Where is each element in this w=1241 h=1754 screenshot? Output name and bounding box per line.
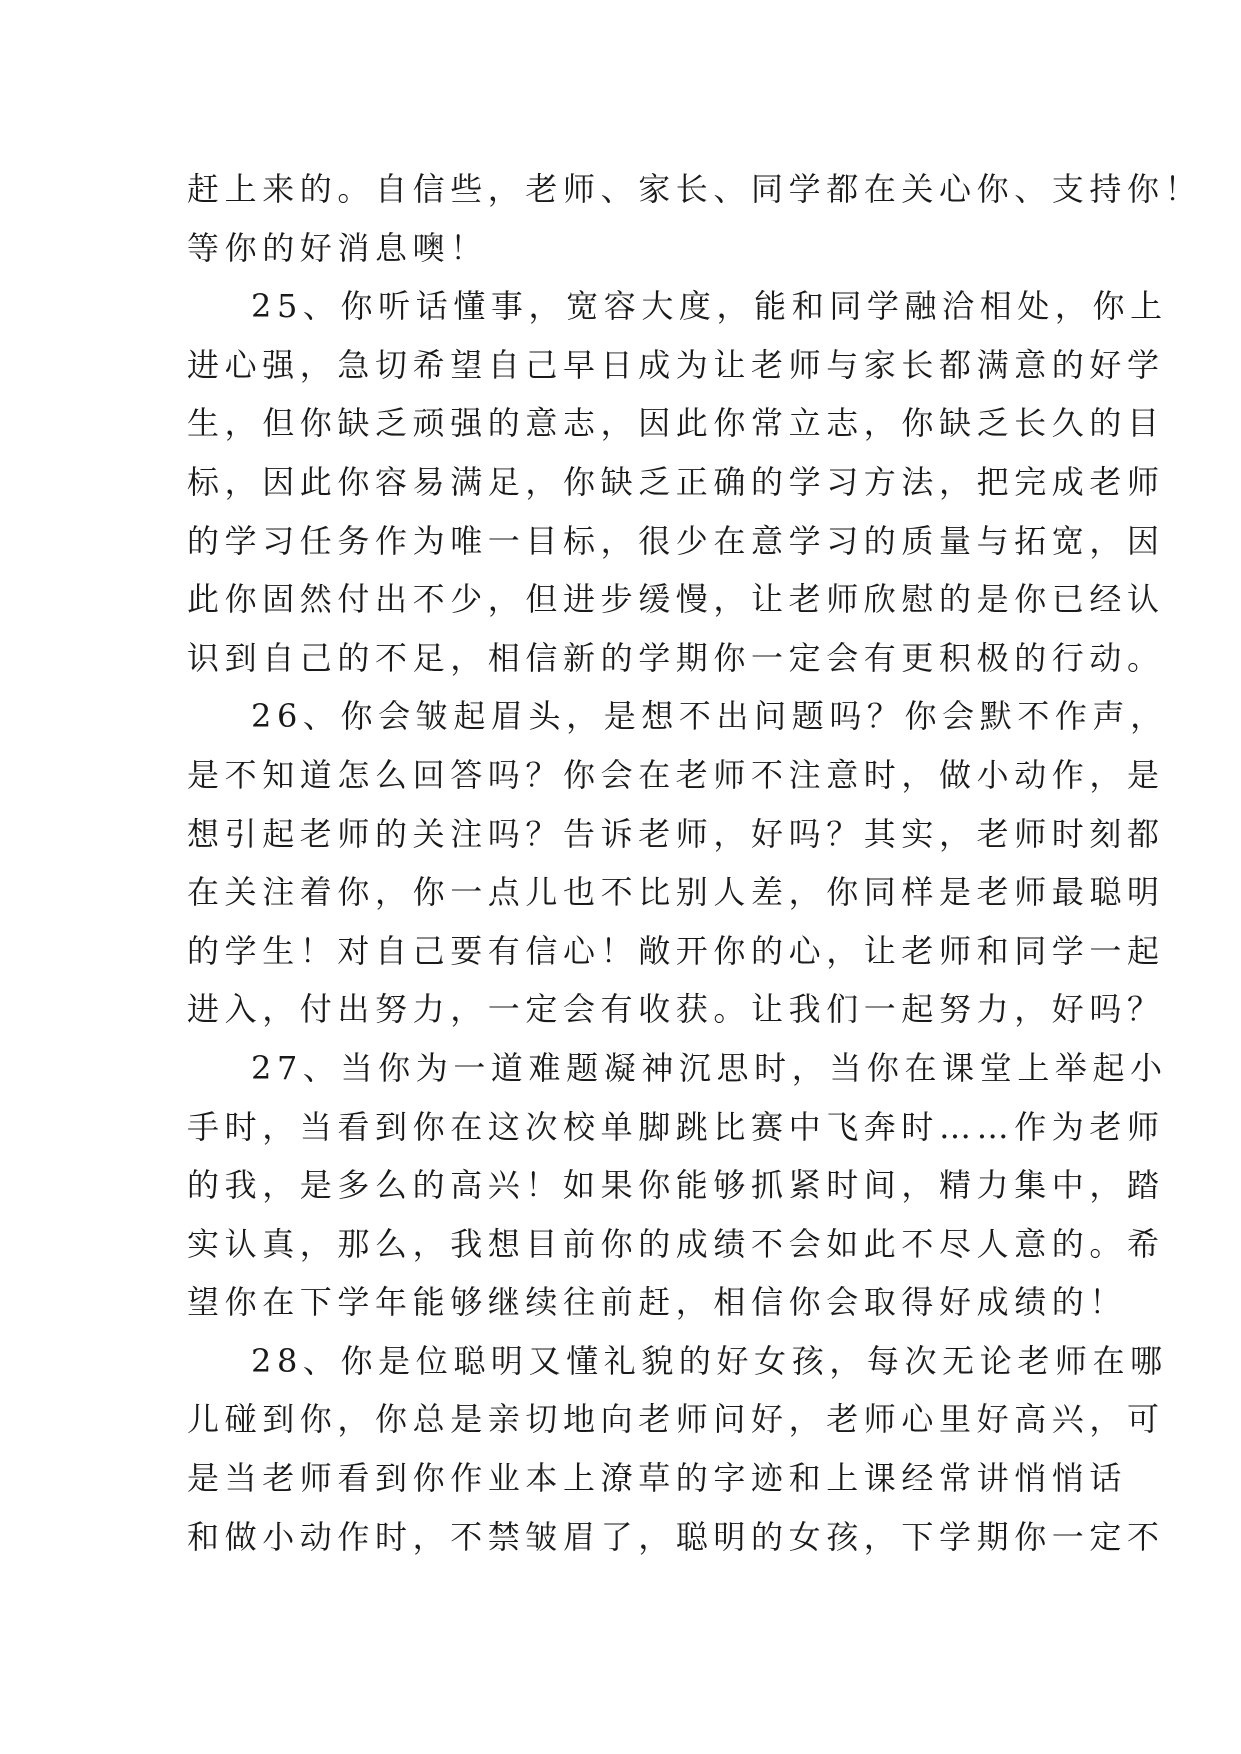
text-line: 儿碰到你，你总是亲切地向老师问好，老师心里好高兴，可 (187, 1400, 1165, 1439)
text-line: 的学习任务作为唯一目标，很少在意学习的质量与拓宽，因 (187, 521, 1165, 560)
text-line: 进心强，急切希望自己早日成为让老师与家长都满意的好学 (187, 345, 1165, 384)
text-line: 标，因此你容易满足，你缺乏正确的学习方法，把完成老师 (187, 462, 1165, 501)
text-line: 进入，付出努力，一定会有收获。让我们一起努力，好吗？ (187, 990, 1165, 1029)
document-body (187, 160, 1203, 1566)
text-line: 和做小动作时，不禁皱眉了，聪明的女孩，下学期你一定不 (187, 1517, 1165, 1556)
text-line: 等你的好消息噢！ (187, 228, 488, 267)
text-line: 生，但你缺乏顽强的意志，因此你常立志，你缺乏长久的目 (187, 404, 1165, 443)
text-line: 是当老师看到你作业本上潦草的字迹和上课经常讲悄悄话 (187, 1459, 1128, 1498)
text-line: 手时，当看到你在这次校单脚跳比赛中飞奔时……作为老师 (187, 1107, 1165, 1146)
text-line: 想引起老师的关注吗？告诉老师，好吗？其实，老师时刻都 (187, 814, 1165, 853)
paragraph-start-27: 27、当你为一道难题凝神沉思时，当你在课堂上举起小 (251, 1048, 1168, 1087)
text-line: 在关注着你，你一点儿也不比别人差，你同样是老师最聪明 (187, 873, 1165, 912)
text-line: 望你在下学年能够继续往前赶，相信你会取得好成绩的！ (187, 1283, 1128, 1322)
paragraph-start-25: 25、你听话懂事，宽容大度，能和同学融洽相处，你上 (251, 287, 1168, 326)
text-line: 是不知道怎么回答吗？你会在老师不注意时，做小动作，是 (187, 755, 1165, 794)
text-line: 赶上来的。自信些，老师、家长、同学都在关心你、支持你！ (187, 170, 1203, 208)
paragraph-start-28: 28、你是位聪明又懂礼貌的好女孩，每次无论老师在哪 (251, 1341, 1168, 1380)
text-line: 实认真，那么，我想目前你的成绩不会如此不尽人意的。希 (187, 1224, 1165, 1263)
paragraph-start-26: 26、你会皱起眉头，是想不出问题吗？你会默不作声， (251, 697, 1168, 736)
text-line: 的学生！对自己要有信心！敞开你的心，让老师和同学一起 (187, 931, 1165, 970)
text-line: 此你固然付出不少，但进步缓慢，让老师欣慰的是你已经认 (187, 580, 1165, 619)
text-line: 识到自己的不足，相信新的学期你一定会有更积极的行动。 (187, 638, 1165, 677)
text-line: 的我，是多么的高兴！如果你能够抓紧时间，精力集中，踏 (187, 1166, 1165, 1205)
